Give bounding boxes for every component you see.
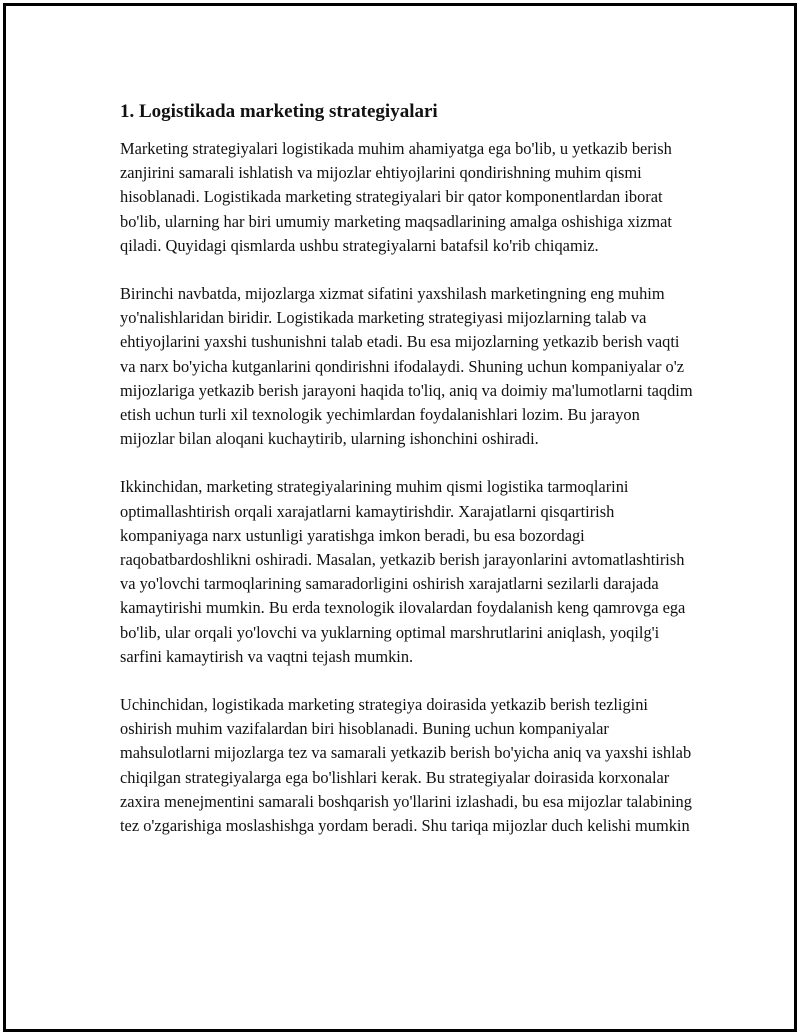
paragraph-1: Marketing strategiyalari logistikada muhim ahamiyatga ega bo'lib, u yetkazib berish zanjirini samarali ishlatish va mijozlar ehtiyojlarini qondirishning muhim qismi hisoblanadi. Logistikada marketing strategiyalari bir qator komponentlardan iborat bo'lib, ularning har biri umumiy marketing maqsadlarining amalga oshishiga xizmat qiladi. Quyidagi qismlarda ushbu strategiyalarni batafsil ko'rib chiqamiz. — [120, 139, 672, 255]
paragraph-4: Uchinchidan, logistikada marketing strategiya doirasida yetkazib berish tezligini oshirish muhim vazifalardan biri hisoblanadi. Buning uchun kompaniyalar mahsulotlarni mijozlarga tez va samarali yetkazib berish bo'yicha aniq va yaxshi ishlab chiqilgan strategiyalarga ega bo'lishlari kerak. Bu strategiyalar doirasida korxonalar zaxira menejmentini samarali boshqarish yo'llarini izlashadi, bu esa mijozlar talabining tez o'zgarishiga moslashishga yordam beradi. Shu tariqa mijozlar duch kelishi mumkin — [120, 695, 692, 836]
paragraph-2: Birinchi navbatda, mijozlarga xizmat sifatini yaxshilash marketingning eng muhim yo'nalishlaridan biridir. Logistikada marketing strategiyasi mijozlarning talab va ehtiyojlarini yaxshi tushunishni talab etadi. Bu esa mijozlarning yetkazib berish vaqti va narx bo'yicha kutganlarini qondirishni ifodalaydi. Shuning uchun kompaniyalar o'z mijozlariga yetkazib berish jarayoni haqida to'liq, aniq va doimiy ma'lumotlarni taqdim etish uchun turli xil texnologik yechimlardan foydalanishlari lozim. Bu jarayon mijozlar bilan aloqani kuchaytirib, ularning ishonchini oshiradi. — [120, 284, 693, 449]
document-page — [3, 3, 797, 1032]
document-body — [120, 99, 695, 862]
section-heading: 1. Logistikada marketing strategiyalari — [120, 101, 438, 122]
paragraph-3: Ikkinchidan, marketing strategiyalarining muhim qismi logistika tarmoqlarini optimallashtirish orqali xarajatlarni kamaytirishdir. Xarajatlarni qisqartirish kompaniyaga narx ustunligi yaratishga imkon beradi, bu esa bozordagi raqobatbardoshlikni oshiradi. Masalan, yetkazib berish jarayonlarini avtomatlashtirish va yo'lovchi tarmoqlarining samaradorligini oshirish xarajatlarni sezilarli darajada kamaytirishi mumkin. Bu erda texnologik ilovalardan foydalanish keng qamrovga ega bo'lib, ular orqali yo'lovchi va yuklarning optimal marshrutlarini aniqlash, yoqilg'i sarfini kamaytirish va vaqtni tejash mumkin. — [120, 477, 686, 666]
